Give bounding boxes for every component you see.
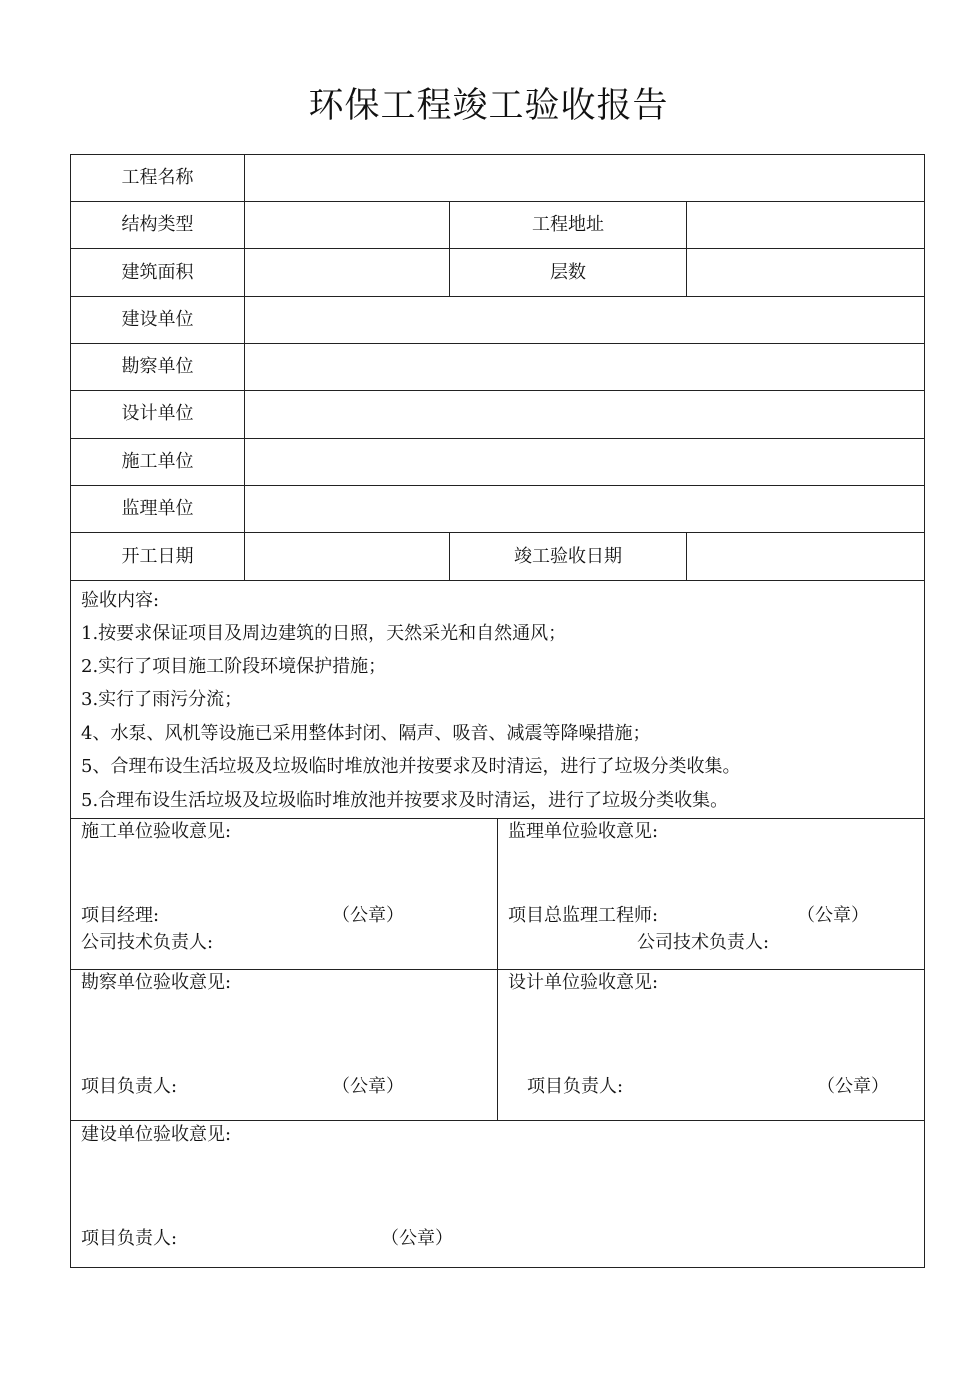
- supervisor-seal: （公章）: [797, 905, 869, 926]
- row-divider: [70, 248, 925, 249]
- start-date-label: 开工日期: [121, 546, 194, 567]
- content-item: 5.合理布设生活垃圾及垃圾临时堆放池并按要求及时清运，进行了垃圾分类收集。: [81, 790, 729, 811]
- survey-opinion-heading: 勘察单位验收意见:: [81, 972, 232, 993]
- owner-opinion-heading: 建设单位验收意见:: [81, 1124, 232, 1145]
- completion-date-label: 竣工验收日期: [514, 546, 622, 567]
- survey-lead-label: 项目负责人:: [81, 1076, 178, 1097]
- col-divider: [244, 154, 245, 581]
- supervision-unit-label: 监理单位: [121, 498, 194, 519]
- page-title: 环保工程竣工验收报告: [308, 86, 669, 126]
- content-item: 3.实行了雨污分流；: [81, 689, 243, 710]
- construction-owner-label: 建设单位: [121, 309, 194, 330]
- owner-lead-label: 项目负责人:: [81, 1228, 178, 1249]
- survey-seal: （公章）: [332, 1076, 404, 1097]
- design-lead-label: 项目负责人:: [527, 1076, 624, 1097]
- builder-seal: （公章）: [332, 905, 404, 926]
- builder-tech-lead-label: 公司技术负责人:: [81, 932, 214, 953]
- content-item: 2.实行了项目施工阶段环境保护措施；: [81, 656, 387, 677]
- builder-unit-label: 施工单位: [121, 451, 194, 472]
- col-divider: [686, 532, 687, 581]
- content-heading: 验收内容:: [81, 590, 160, 611]
- survey-unit-label: 勘察单位: [121, 356, 194, 377]
- project-name-label: 工程名称: [121, 167, 194, 188]
- project-address-label: 工程地址: [532, 214, 604, 235]
- row-divider: [70, 485, 925, 486]
- row-divider: [70, 390, 925, 391]
- supervisor-chief-label: 项目总监理工程师:: [508, 905, 659, 926]
- builder-manager-label: 项目经理:: [81, 905, 160, 926]
- structure-type-label: 结构类型: [121, 214, 194, 235]
- row-divider: [70, 201, 925, 202]
- design-unit-label: 设计单位: [121, 403, 194, 424]
- supervisor-opinion-heading: 监理单位验收意见:: [508, 821, 659, 842]
- col-divider: [686, 201, 687, 296]
- building-area-label: 建筑面积: [121, 262, 194, 283]
- builder-opinion-heading: 施工单位验收意见:: [81, 821, 232, 842]
- row-divider: [70, 532, 925, 533]
- row-divider: [70, 343, 925, 344]
- row-divider: [70, 296, 925, 297]
- row-divider: [70, 438, 925, 439]
- content-item: 4、水泵、风机等设施已采用整体封闭、隔声、吸音、减震等降噪措施；: [81, 723, 651, 744]
- design-seal: （公章）: [817, 1076, 889, 1097]
- owner-seal: （公章）: [381, 1228, 453, 1249]
- supervisor-tech-lead-label: 公司技术负责人:: [637, 932, 770, 953]
- content-item: 5、合理布设生活垃圾及垃圾临时堆放池并按要求及时清运，进行了垃圾分类收集。: [81, 756, 741, 777]
- design-opinion-heading: 设计单位验收意见:: [508, 972, 659, 993]
- content-item: 1.按要求保证项目及周边建筑的日照，天然采光和自然通风；: [81, 623, 567, 644]
- floors-label: 层数: [550, 262, 586, 283]
